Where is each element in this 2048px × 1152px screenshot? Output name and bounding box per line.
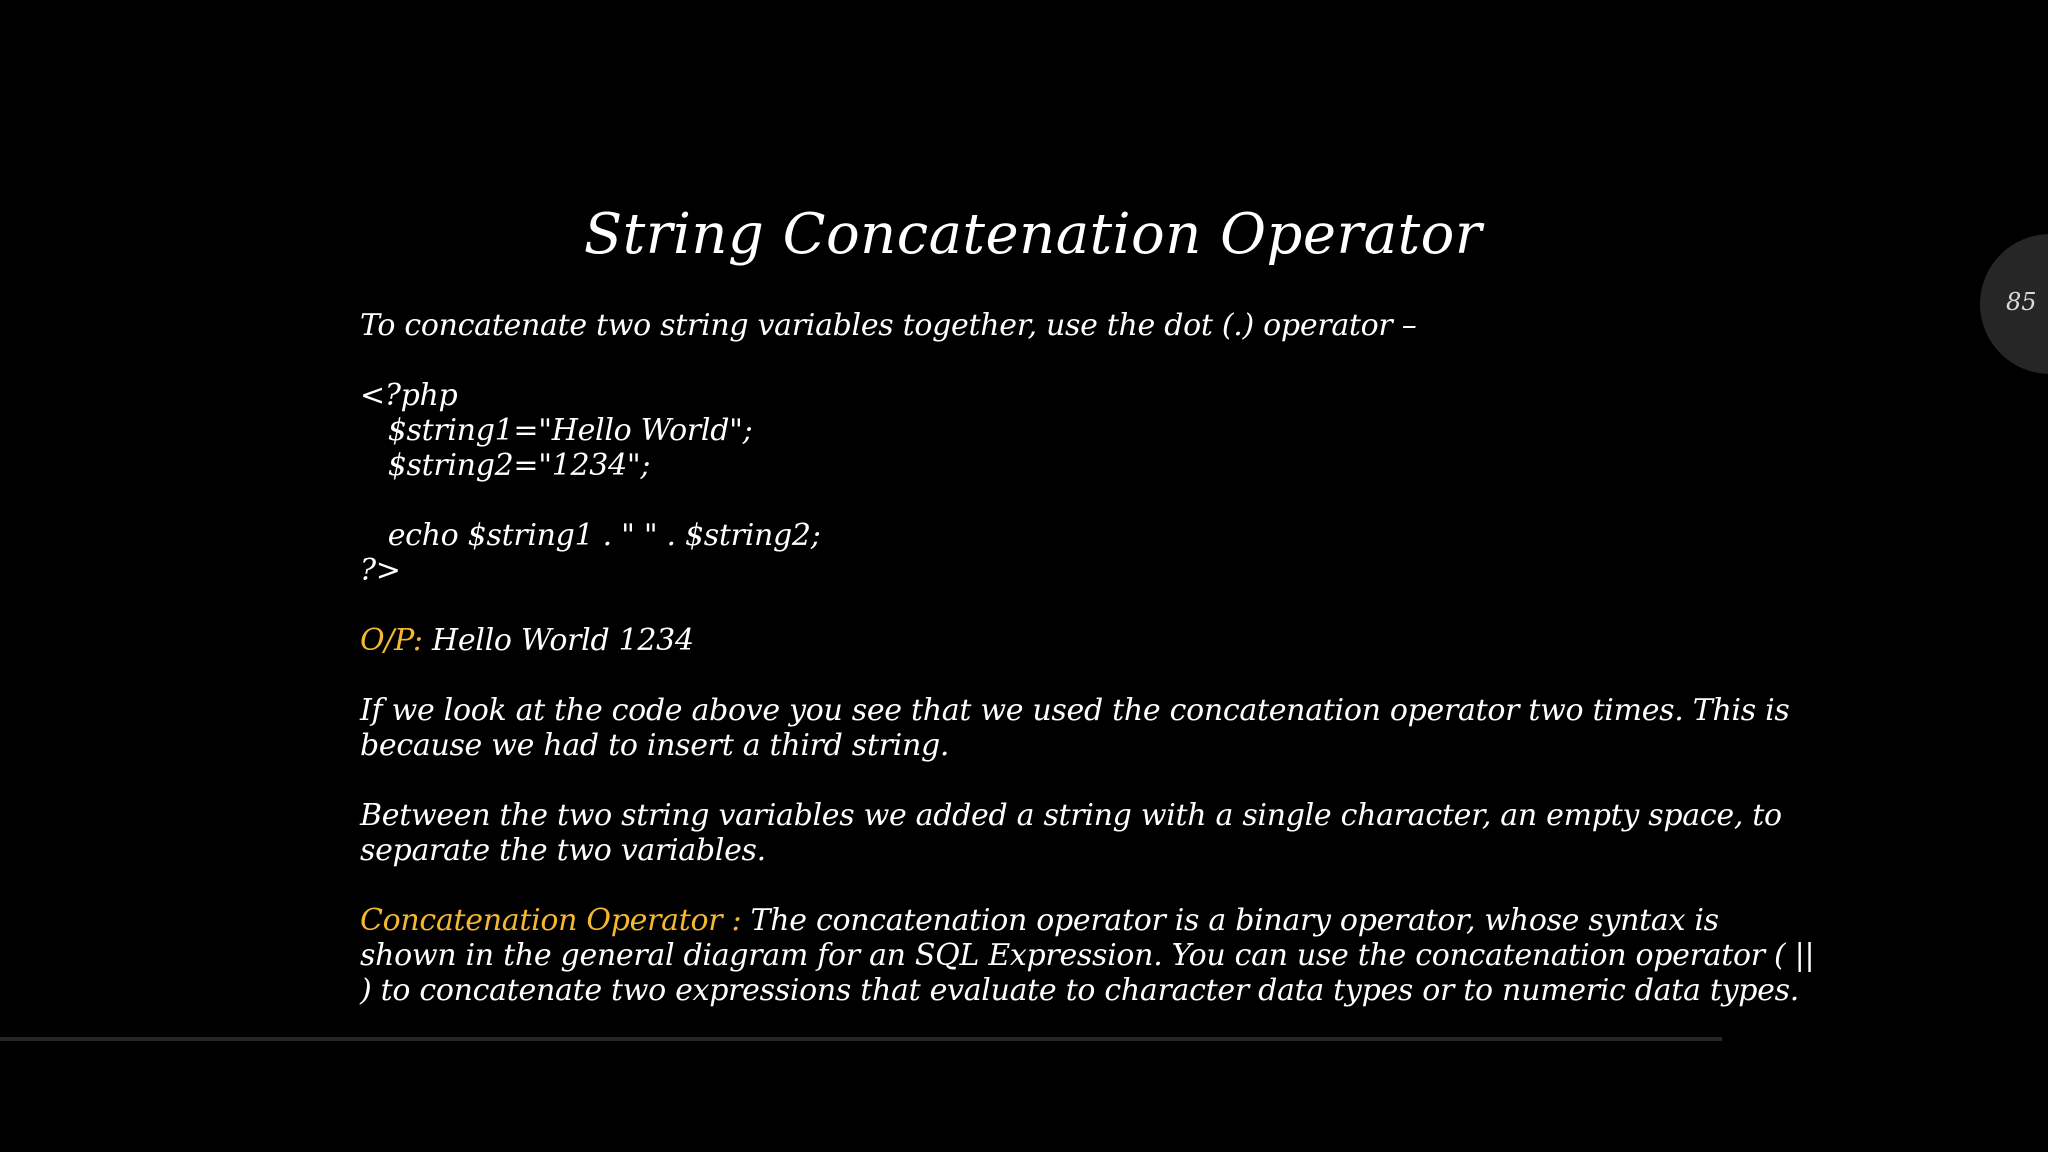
definition-line: shown in the general diagram for an SQL Expression. You can use the concatenation operator ( || bbox=[360, 938, 1815, 973]
slide-body bbox=[360, 308, 1815, 1008]
code-line bbox=[360, 483, 1740, 518]
definition-line: ) to concatenate two expressions that evaluate to character data types or to numeric data types. bbox=[360, 973, 1799, 1008]
code-line: $string2="1234"; bbox=[360, 448, 651, 483]
output-label: O/P: bbox=[360, 623, 423, 658]
paragraph-line: because we had to insert a third string. bbox=[360, 728, 950, 763]
output-line bbox=[360, 623, 1740, 658]
spacer bbox=[360, 343, 1740, 378]
paragraph-line: separate the two variables. bbox=[360, 833, 766, 868]
bottom-divider bbox=[0, 1037, 1722, 1041]
spacer bbox=[360, 868, 1740, 903]
definition-text: The concatenation operator is a binary operator, whose syntax is bbox=[741, 903, 1719, 938]
code-line: $string1="Hello World"; bbox=[360, 413, 753, 448]
code-line: ?> bbox=[360, 553, 401, 588]
spacer bbox=[360, 763, 1740, 798]
definition-label: Concatenation Operator : bbox=[360, 903, 742, 938]
paragraph-line: Between the two string variables we added a string with a single character, an empty space, to bbox=[360, 798, 1782, 833]
spacer bbox=[360, 588, 1740, 623]
code-line: echo $string1 . " " . $string2; bbox=[360, 518, 821, 553]
spacer bbox=[360, 658, 1740, 693]
code-line: <?php bbox=[360, 378, 458, 413]
intro-text: To concatenate two string variables together, use the dot (.) operator – bbox=[360, 308, 1417, 343]
output-value: Hello World 1234 bbox=[422, 623, 694, 658]
page-number: 85 bbox=[2006, 288, 2037, 316]
definition-line bbox=[360, 903, 1740, 938]
slide-title: String Concatenation Operator bbox=[583, 202, 1483, 267]
paragraph-line: If we look at the code above you see that we used the concatenation operator two times. This is bbox=[360, 693, 1790, 728]
